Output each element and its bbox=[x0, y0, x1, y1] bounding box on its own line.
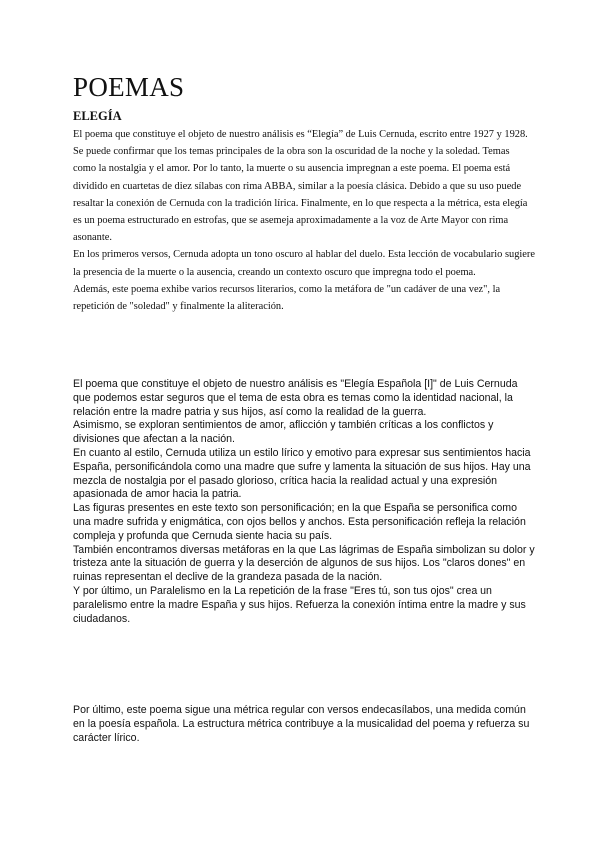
elegia-espanola-paragraph-6: Y por último, un Paralelismo en la La repetición de la frase "Eres tú, son tus ojos" crea un paralelismo entre la madre España y sus hijos. Refuerza la conexión íntima entre la madre y sus ciudadanos. bbox=[73, 584, 526, 625]
elegia-espanola-paragraph-1: El poema que constituye el objeto de nuestro análisis es "Elegía Española [I]" de Luis Cernuda que podemos estar seguros que el tema de esta obra es temas como la identidad nacional, la relación entre la madre patria y sus hijos, así como la realidad de la guerra. bbox=[73, 378, 518, 418]
closing-section bbox=[73, 704, 535, 745]
elegia-subtitle: ELEGÍA bbox=[73, 109, 122, 123]
elegia-paragraph-1: El poema que constituye el objeto de nuestro análisis es “Elegía” de Luis Cernuda, escrito entre 1927 y 1928. bbox=[73, 129, 528, 140]
elegia-paragraph-2: Se puede confirmar que los temas principales de la obra son la oscuridad de la noche y la soledad. Temas como la nostalgia y el amor. Por lo tanto, la muerte o su ausencia impregnan a este poema. El poema está dividido en cuartetas de diez sílabas con rima ABBA, similar a la poesía clásica. Debido a que su uso puede resaltar la conexión de Cernuda con la tradición lírica. Finalmente, en lo que respecta a la métrica, esta elegía es un poema estructurado en estrofas, que se asemeja aproximadamente a la voz de Arte Mayor con rima asonante. bbox=[73, 146, 528, 244]
elegia-espanola-section bbox=[73, 378, 535, 626]
elegia-paragraph-3: En los primeros versos, Cernuda adopta un tono oscuro al hablar del duelo. Esta lección de vocabulario sugiere la presencia de la muerte o la ausencia, creando un contexto oscuro que impregna todo el poema. bbox=[73, 249, 535, 278]
elegia-espanola-paragraph-5: También encontramos diversas metáforas en la que Las lágrimas de España simbolizan su dolor y tristeza ante la situación de guerra y la deserción de algunos de sus hijos. Los "claros dones" en ruinas representan el declive de la grandeza pasada de la nación. bbox=[73, 543, 535, 584]
elegia-espanola-paragraph-4: Las figuras presentes en este texto son personificación; en la que España se personifica como una madre sufrida y enigmática, con ojos bellos y anchos. Esta personificación refleja la relación compleja y profunda que Cernuda siente hacia su país. bbox=[73, 502, 526, 542]
elegia-section bbox=[73, 108, 535, 315]
closing-paragraph: Por último, este poema sigue una métrica regular con versos endecasílabos, una medida común en la poesía española. La estructura métrica contribuye a la musicalidad del poema y refuerza su carácter lírico. bbox=[73, 704, 530, 744]
elegia-espanola-paragraph-2: Asimismo, se exploran sentimientos de amor, aflicción y también críticas a los conflictos y divisiones que afectan a la nación. bbox=[73, 419, 494, 446]
page-title: POEMAS bbox=[73, 72, 185, 102]
elegia-espanola-paragraph-3: En cuanto al estilo, Cernuda utiliza un estilo lírico y emotivo para expresar sus sentimientos hacia España, personificándola como una madre que sufre y lamenta la situación de sus hijos. Hay una mezcla de nostalgia por el pasado glorioso, crítica hacia la realidad actual y una expresión apasionada de amor hacia la patria. bbox=[73, 446, 531, 501]
elegia-paragraph-4: Además, este poema exhibe varios recursos literarios, como la metáfora de "un cadáver de una vez", la repetición de "soledad" y finalmente la aliteración. bbox=[73, 283, 501, 313]
